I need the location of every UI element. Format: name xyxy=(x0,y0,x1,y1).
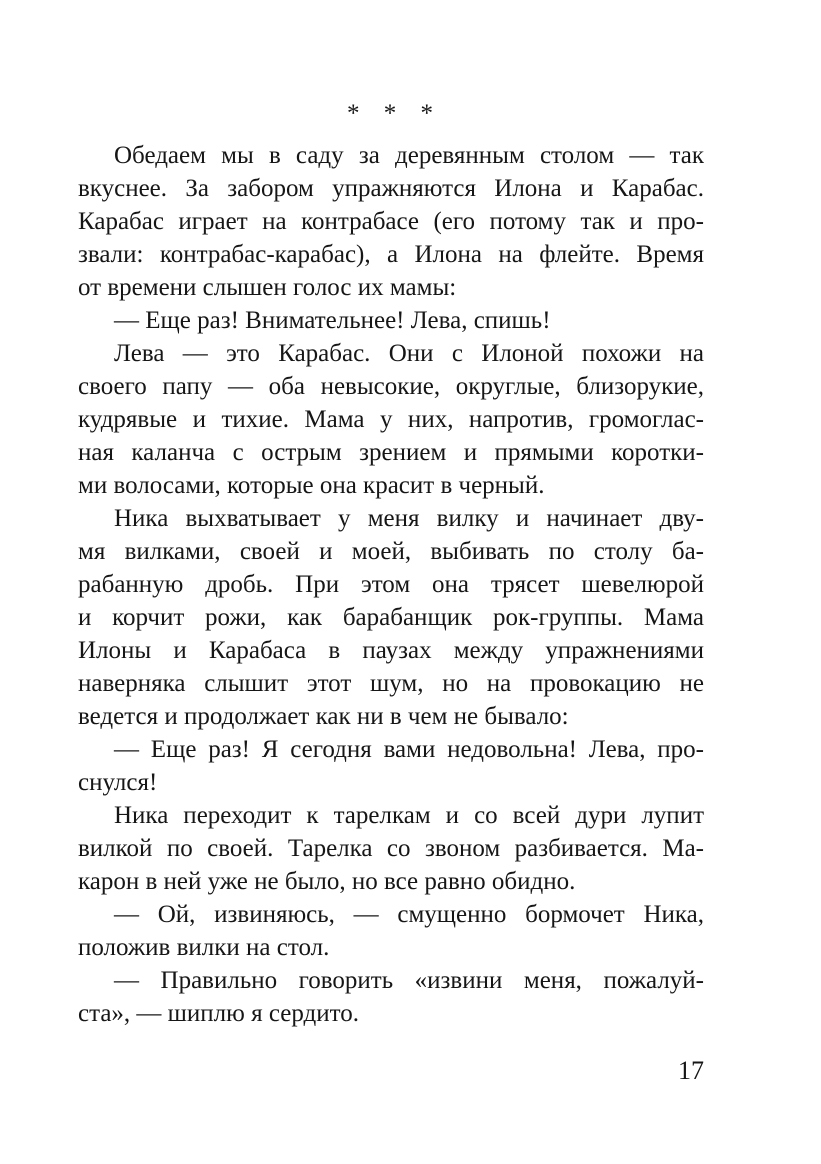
paragraph xyxy=(78,733,704,799)
section-separator: * * * xyxy=(347,100,435,127)
paragraph xyxy=(78,898,704,964)
text-line: — Еще раз! Я сегодня вами недовольна! Лева, про- xyxy=(114,736,704,763)
text-line: ная каланча с острым зрением и прямыми коротки- xyxy=(78,439,704,466)
paragraph xyxy=(78,502,704,733)
text-line: и корчит рожи, как барабанщик рок-группы. Мама xyxy=(78,604,704,631)
text-line: мя вилками, своей и моей, выбивать по столу ба- xyxy=(78,538,704,565)
text-block xyxy=(78,139,704,1030)
text-line: ми волосами, которые она красит в черный. xyxy=(78,472,545,499)
text-line: вилкой по своей. Тарелка со звоном разбивается. Ма- xyxy=(78,835,704,862)
text-line: Лева — это Карабас. Они с Илоной похожи на xyxy=(114,340,704,367)
paragraph xyxy=(78,139,704,304)
text-line: звали: контрабас-карабас), а Илона на флейте. Время xyxy=(78,241,704,268)
text-line: положив вилки на стол. xyxy=(78,934,330,961)
paragraph xyxy=(78,337,704,502)
text-line: вкуснее. За забором упражняются Илона и Карабас. xyxy=(78,175,704,202)
text-line: наверняка слышит этот шум, но на провокацию не xyxy=(78,670,704,697)
text-line: Илоны и Карабаса в паузах между упражнениями xyxy=(78,637,704,664)
text-line: карон в ней уже не было, но все равно обидно. xyxy=(78,868,576,895)
text-line: своего папу — оба невысокие, округлые, близорукие, xyxy=(78,373,704,400)
text-line: ведется и продолжает как ни в чем не бывало: xyxy=(78,703,569,730)
text-line: — Ой, извиняюсь, — смущенно бормочет Ника, xyxy=(114,901,704,928)
paragraph xyxy=(78,964,704,1030)
text-line: кудрявые и тихие. Мама у них, напротив, громоглас- xyxy=(78,406,704,433)
text-line: ста», — шиплю я сердито. xyxy=(78,1000,359,1027)
page-number: 17 xyxy=(678,1056,704,1085)
paragraph xyxy=(78,799,704,898)
text-line: Обедаем мы в саду за деревянным столом — так xyxy=(114,142,704,169)
text-line: Ника переходит к тарелкам и со всей дури лупит xyxy=(114,802,704,829)
text-line: — Еще раз! Внимательнее! Лева, спишь! xyxy=(114,307,551,334)
text-line: от времени слышен голос их мамы: xyxy=(78,274,457,301)
text-line: — Правильно говорить «извини меня, пожалуй- xyxy=(114,967,704,994)
text-line: Ника выхватывает у меня вилку и начинает дву- xyxy=(114,505,704,532)
paragraph xyxy=(78,304,704,337)
text-line: Карабас играет на контрабасе (его потому так и про- xyxy=(78,208,704,235)
text-line: рабанную дробь. При этом она трясет шевелюрой xyxy=(78,571,704,598)
text-line: снулся! xyxy=(78,769,158,796)
